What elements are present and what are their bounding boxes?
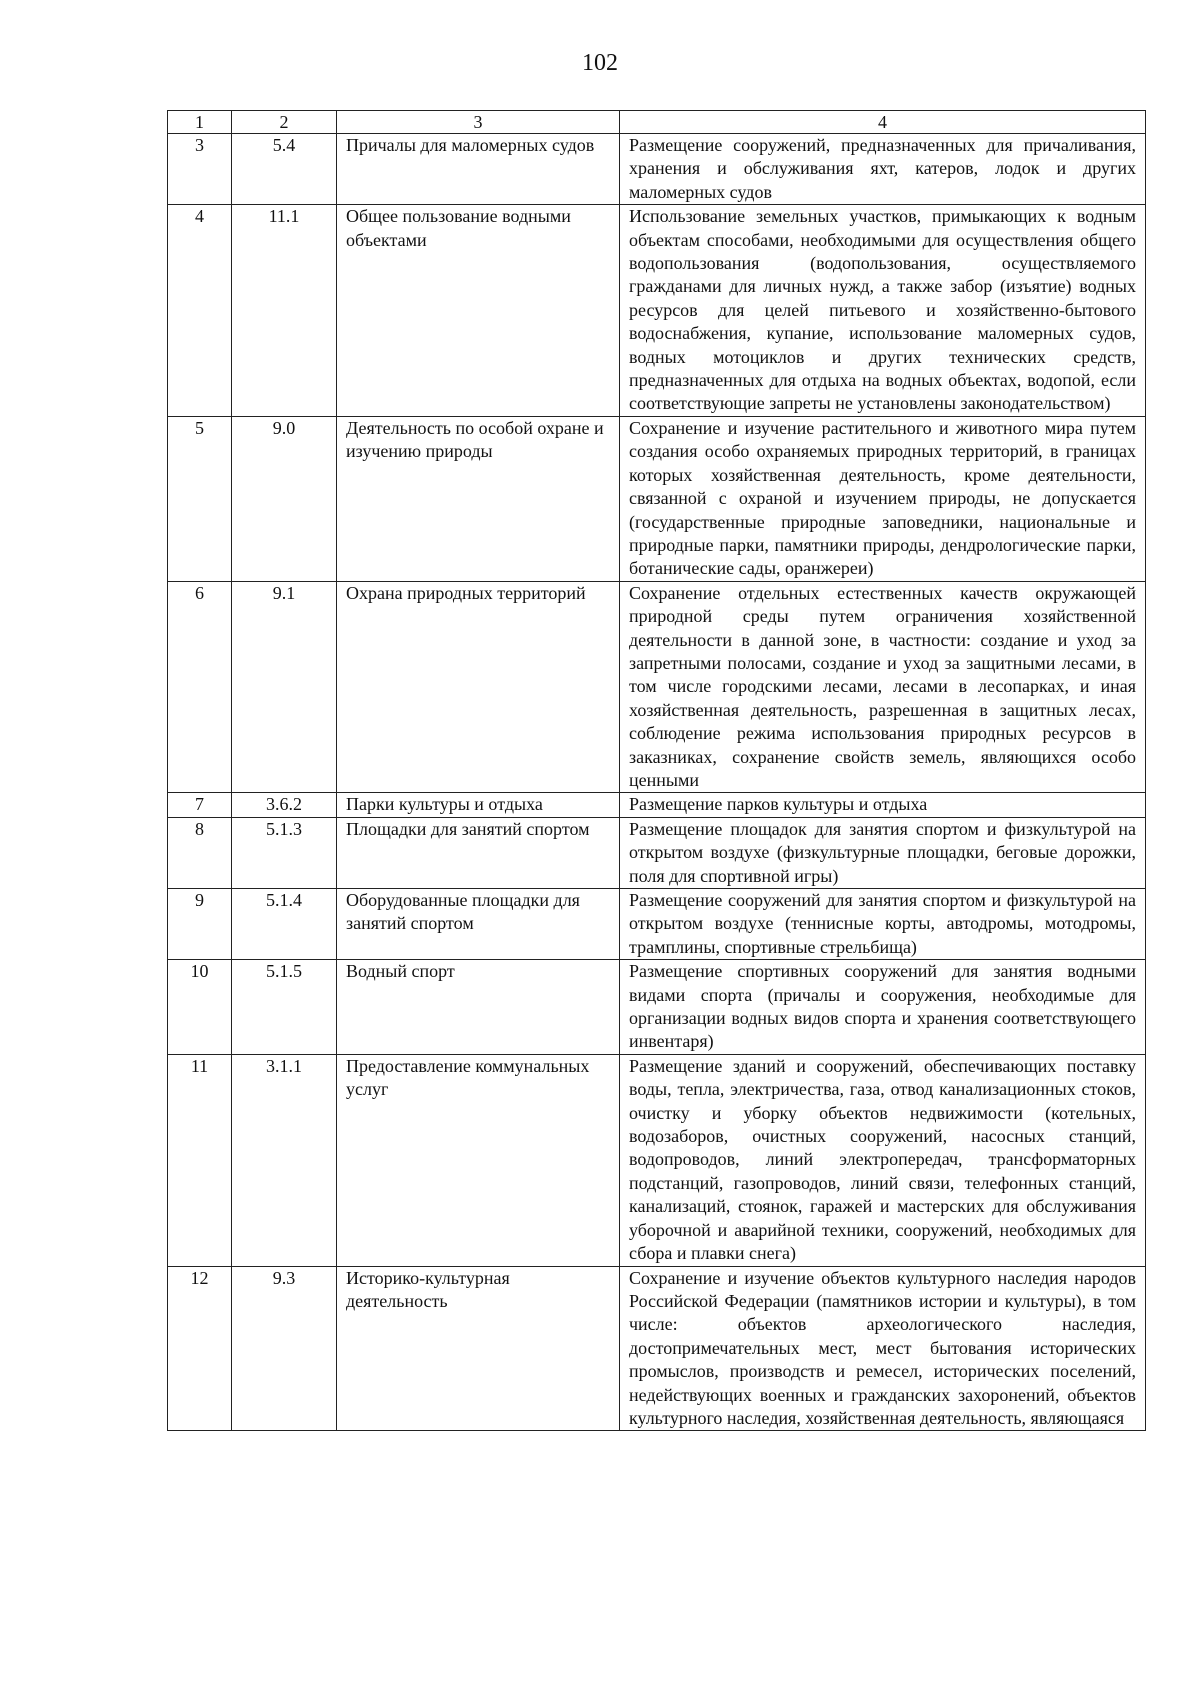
header-cell-1: 1 [168,111,232,134]
table-row [168,205,1146,417]
land-use-table [167,110,1146,1431]
table-row [168,817,1146,888]
header-cell-4: 4 [620,111,1146,134]
row-code-cell: 3.6.2 [232,793,337,817]
row-code-cell: 5.4 [232,134,337,205]
row-description-cell: Размещение парков культуры и отдыха [620,793,1146,817]
table-row [168,1054,1146,1266]
row-description-cell: Сохранение и изучение объектов культурного наследия народов Российской Федерации (памятников истории и культуры), в том числе: объектов археологического наследия, достопримечательных мест, мест бытования исторических промыслов, производств и ремесел, исторических поселений, недействующих военных и гражданских захоронений, объектов культурного наследия, хозяйственная деятельность, являющаяся [620,1266,1146,1431]
row-number-cell: 3 [168,134,232,205]
row-number-cell: 4 [168,205,232,417]
row-code-cell: 11.1 [232,205,337,417]
table-row [168,134,1146,205]
row-name-cell: Деятельность по особой охране и изучению природы [337,416,620,581]
row-number-cell: 12 [168,1266,232,1431]
table-row [168,960,1146,1055]
row-name-cell: Общее пользование водными объектами [337,205,620,417]
table-body [168,111,1146,1431]
row-name-cell: Предоставление коммунальных услуг [337,1054,620,1266]
table-row [168,416,1146,581]
row-name-cell: Водный спорт [337,960,620,1055]
row-number-cell: 11 [168,1054,232,1266]
row-name-cell: Охрана природных территорий [337,581,620,793]
table-row [168,1266,1146,1431]
row-number-cell: 7 [168,793,232,817]
row-description-cell: Размещение спортивных сооружений для занятия водными видами спорта (причалы и сооружения, необходимые для организации водных видов спорта и хранения соответствующего инвентаря) [620,960,1146,1055]
row-number-cell: 10 [168,960,232,1055]
row-description-cell: Размещение зданий и сооружений, обеспечивающих поставку воды, тепла, электричества, газа, отвод канализационных стоков, очистку и уборку объектов недвижимости (котельных, водозаборов, очистных сооружений, насосных станций, водопроводов, линий электропередач, трансформаторных подстанций, газопроводов, линий связи, телефонных станций, канализаций, стоянок, гаражей и мастерских для обслуживания уборочной и аварийной техники, сооружений, необходимых для сбора и плавки снега) [620,1054,1146,1266]
row-description-cell: Размещение сооружений для занятия спортом и физкультурой на открытом воздухе (теннисные корты, автодромы, мотодромы, трамплины, спортивные стрельбища) [620,889,1146,960]
row-name-cell: Историко-культурная деятельность [337,1266,620,1431]
row-number-cell: 6 [168,581,232,793]
table-header-row [168,111,1146,134]
row-description-cell: Использование земельных участков, примыкающих к водным объектам способами, необходимыми для осуществления общего водопользования (водопользования, осуществляемого гражданами для личных нужд, а также забор (изъятие) водных ресурсов для целей питьевого и хозяйственно-бытового водоснабжения, купание, использование маломерных судов, водных мотоциклов и других технических средств, предназначенных для отдыха на водных объектах, водопой, если соответствующие запреты не установлены законодательством) [620,205,1146,417]
row-number-cell: 8 [168,817,232,888]
row-name-cell: Причалы для маломерных судов [337,134,620,205]
row-number-cell: 5 [168,416,232,581]
row-name-cell: Оборудованные площадки для занятий спортом [337,889,620,960]
row-code-cell: 9.1 [232,581,337,793]
row-code-cell: 9.3 [232,1266,337,1431]
row-description-cell: Сохранение отдельных естественных качеств окружающей природной среды путем ограничения хозяйственной деятельности в данной зоне, в частности: создание и уход за запретными полосами, создание и уход за защитными лесами, в том числе городскими лесами, лесами в лесопарках, и иная хозяйственная деятельность, разрешенная в защитных лесах, соблюдение режима использования природных ресурсов в заказниках, сохранение свойств земель, являющихся особо ценными [620,581,1146,793]
row-code-cell: 9.0 [232,416,337,581]
table-row [168,889,1146,960]
table-row [168,581,1146,793]
header-cell-2: 2 [232,111,337,134]
row-code-cell: 3.1.1 [232,1054,337,1266]
page-number: 102 [582,50,618,76]
row-code-cell: 5.1.3 [232,817,337,888]
table-row [168,793,1146,817]
row-description-cell: Размещение сооружений, предназначенных для причаливания, хранения и обслуживания яхт, катеров, лодок и других маломерных судов [620,134,1146,205]
row-name-cell: Площадки для занятий спортом [337,817,620,888]
row-description-cell: Сохранение и изучение растительного и животного мира путем создания особо охраняемых природных территорий, в границах которых хозяйственная деятельность, кроме деятельности, связанной с охраной и изучением природы, не допускается (государственные природные заповедники, национальные и природные парки, памятники природы, дендрологические парки, ботанические сады, оранжереи) [620,416,1146,581]
row-code-cell: 5.1.4 [232,889,337,960]
header-cell-3: 3 [337,111,620,134]
row-number-cell: 9 [168,889,232,960]
row-description-cell: Размещение площадок для занятия спортом и физкультурой на открытом воздухе (физкультурные площадки, беговые дорожки, поля для спортивной игры) [620,817,1146,888]
row-code-cell: 5.1.5 [232,960,337,1055]
row-name-cell: Парки культуры и отдыха [337,793,620,817]
